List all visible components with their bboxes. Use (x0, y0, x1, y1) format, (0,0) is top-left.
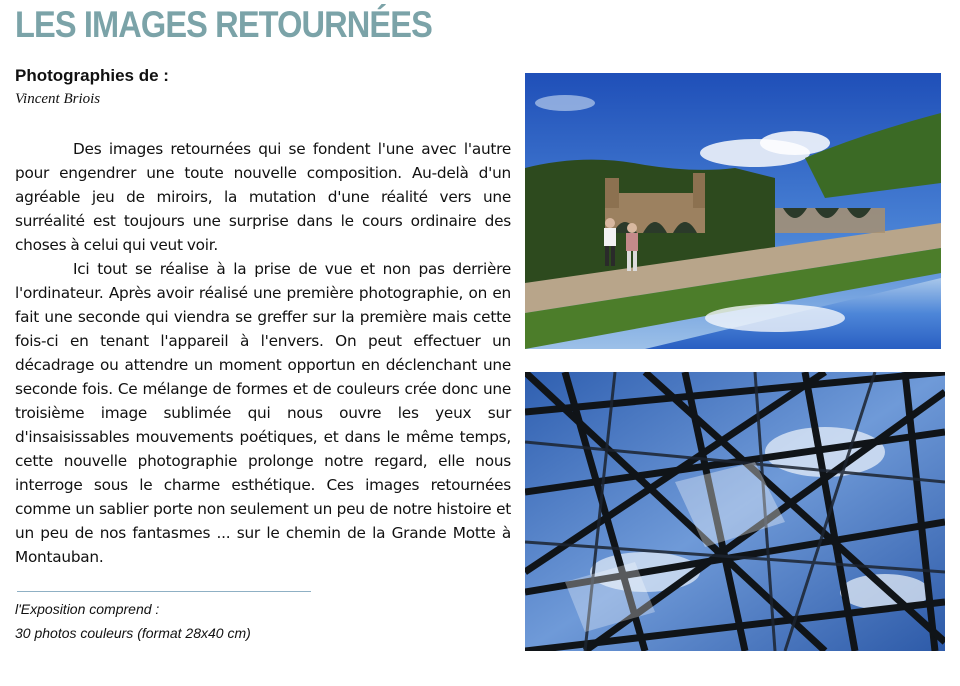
exposition-detail: 30 photos couleurs (format 28x40 cm) (15, 625, 251, 641)
exposition-label: l'Exposition comprend : (15, 601, 160, 617)
body-text (15, 137, 511, 569)
divider (17, 591, 311, 592)
photo-bridge-double-exposure (525, 73, 941, 349)
paragraph-2: Ici tout se réalise à la prise de vue et non pas derrière l'ordinateur. Après avoir réalisé une première photographie, on en fait une seconde qui viendra se greffer sur la première mais cette fois-ci en tenant l'appareil à l'envers. On peut effectuer un décadrage ou attendre un moment opportun en déclenchant une seconde fois. Ce mélange de formes et de couleurs crée donc une troisième image sublimée qui nous ouvre les yeux sur d'insaisissables mouvements poétiques, et dans le même temps, cette nouvelle photographie prolonge notre regard, elle nous interroge sous le charme esthétique. Ces images retournées comme un sablier porte non seulement un peu de notre histoire et un peu de nos fantasmes ... sur le chemin de la Grande Motte à Montauban. (15, 260, 511, 566)
paragraph-1: Des images retournées qui se fondent l'une avec l'autre pour engendrer une toute nouvelle composition. Au-delà d'un agréable jeu de miroirs, la mutation d'une réalité vers une surréalité est toujours une surprise dans le cours ordinaire des choses à celui qui veut voir. (15, 140, 511, 254)
page-title: LES IMAGES RETOURNÉES (15, 4, 432, 45)
subtitle: Photographies de : (15, 66, 169, 85)
author-name: Vincent Briois (15, 91, 101, 107)
photo-structure-double-exposure (525, 372, 945, 651)
